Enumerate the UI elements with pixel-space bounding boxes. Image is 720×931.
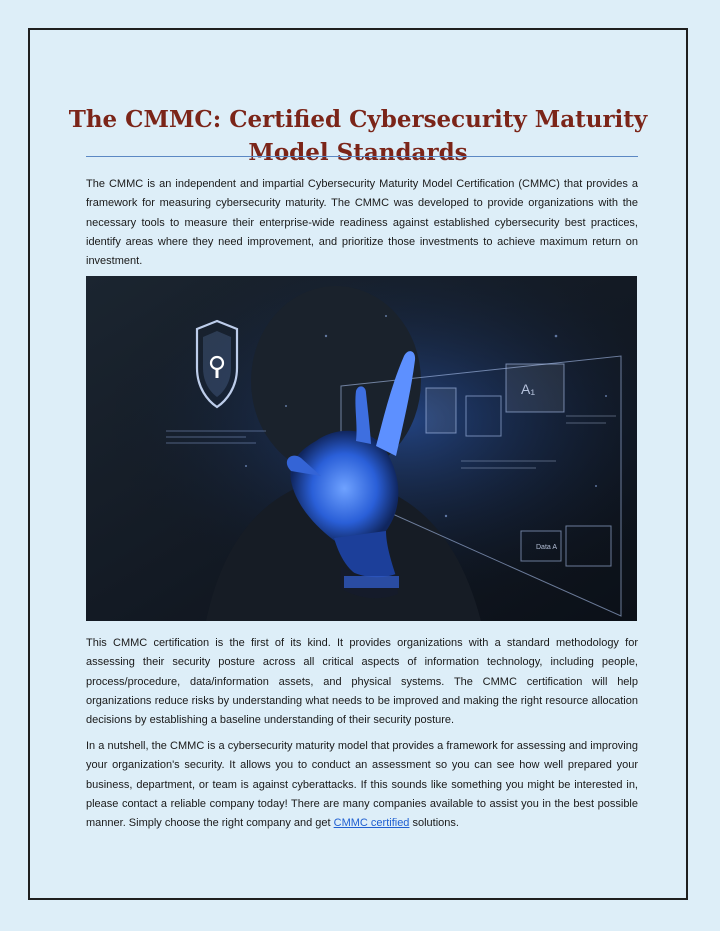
document-title: The CMMC: Certified Cybersecurity Maturity Model Standards — [68, 106, 648, 167]
intro-paragraph: The CMMC is an independent and impartial Cybersecurity Maturity Model Certification (CMMC) that provides a framework for measuring cybersecurity maturity. The CMMC was developed to provide organizations with the necessary tools to measure their enterprise-wide readiness against established cybersecurity best practices, identify areas where they need improvement, and prioritize those investments to achieve maximum return on investment. — [86, 178, 638, 268]
hud-label-data: Data A — [536, 544, 558, 551]
cybersecurity-hero-image — [86, 276, 637, 621]
hud-label-a: A₁ — [521, 381, 536, 397]
closing-paragraph — [86, 737, 638, 833]
closing-suffix: solutions. — [409, 817, 459, 830]
closing-text: In a nutshell, the CMMC is a cybersecurity maturity model that provides a framework for assessing and improving your organization's security. It allows you to conduct an assessment so you can see how well prepared your business, department, or team is against cyberattacks. If this sounds like something you might be interested in, please contact a reliable company today! There are many companies available to assist you in the best possible manner. Simply choose the right company and get — [86, 740, 638, 830]
title-divider — [86, 156, 638, 157]
body-paragraph: This CMMC certification is the first of its kind. It provides organizations with a standard methodology for assessing their security posture across all critical aspects of information technology, including people, process/procedure, data/information assets, and physical systems. The CMMC certification will help organizations reduce risks by understanding what needs to be improved and making the right resource allocation decisions by establishing a baseline understanding of their security posture. — [86, 637, 638, 727]
page-frame — [28, 28, 688, 900]
cmmc-certified-link[interactable]: CMMC certified — [333, 817, 410, 830]
